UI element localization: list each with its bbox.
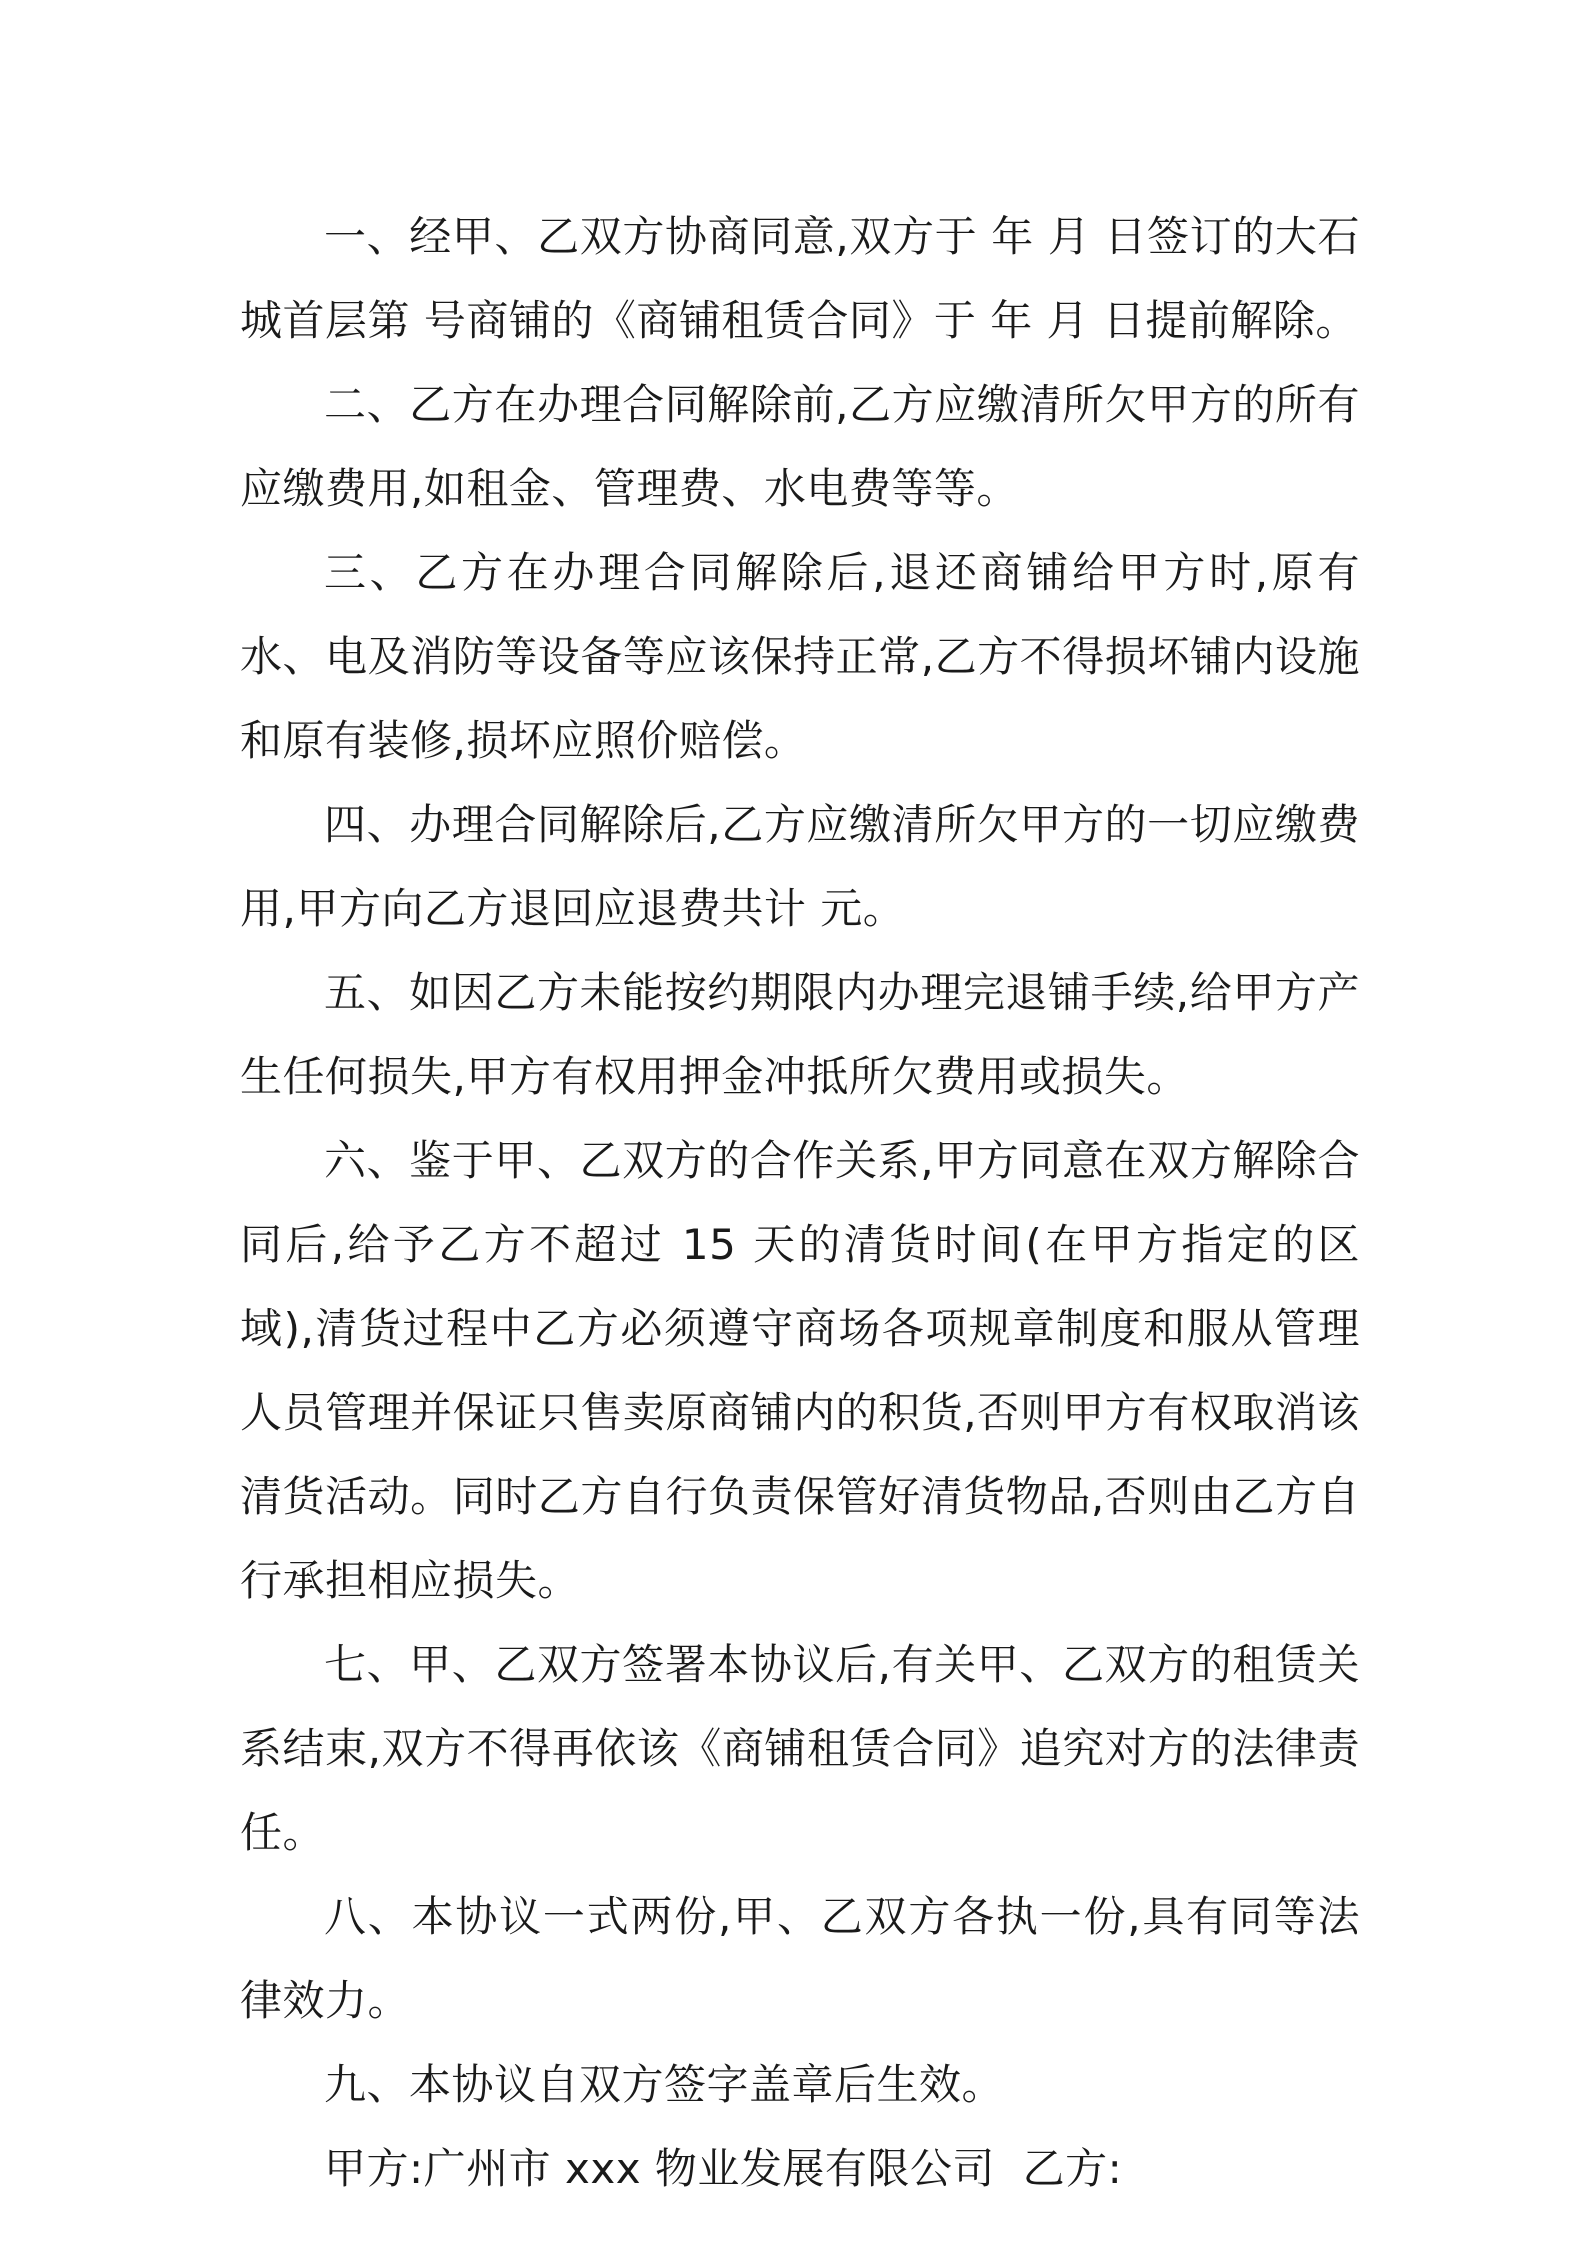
- clause-2: 二、乙方在办理合同解除前,乙方应缴清所欠甲方的所有应缴费用,如租金、管理费、水电费等等。: [240, 380, 1360, 513]
- signature-line: 甲方:广州市 xxx 物业发展有限公司 乙方:: [324, 2144, 1123, 2193]
- clause-7: 七、甲、乙双方签署本协议后,有关甲、乙双方的租赁关系结束,双方不得再依该《商铺租赁合同》追究对方的法律责任。: [240, 1640, 1360, 1857]
- clause-6: 六、鉴于甲、乙双方的合作关系,甲方同意在双方解除合同后,给予乙方不超过 15 天的清货时间(在甲方指定的区域),清货过程中乙方必须遵守商场各项规章制度和服从管理人员管理并保证只售卖原商铺内的积货,否则甲方有权取消该清货活动。同时乙方自行负责保管好清货物品,否则由乙方自行承担相应损失。: [240, 1136, 1360, 1605]
- clause-4: 四、办理合同解除后,乙方应缴清所欠甲方的一切应缴费用,甲方向乙方退回应退费共计 元。: [240, 800, 1360, 933]
- clause-1: 一、经甲、乙双方协商同意,双方于 年 月 日签订的大石城首层第 号商铺的《商铺租赁合同》于 年 月 日提前解除。: [240, 212, 1360, 345]
- clause-3: 三、乙方在办理合同解除后,退还商铺给甲方时,原有水、电及消防等设备等应该保持正常,乙方不得损坏铺内设施和原有装修,损坏应照价赔偿。: [240, 548, 1360, 765]
- clause-9: 九、本协议自双方签字盖章后生效。: [324, 2060, 1005, 2109]
- clause-5: 五、如因乙方未能按约期限内办理完退铺手续,给甲方产生任何损失,甲方有权用押金冲抵所欠费用或损失。: [240, 968, 1360, 1101]
- document-body: [240, 195, 1360, 2211]
- clause-8: 八、本协议一式两份,甲、乙双方各执一份,具有同等法律效力。: [240, 1892, 1360, 2025]
